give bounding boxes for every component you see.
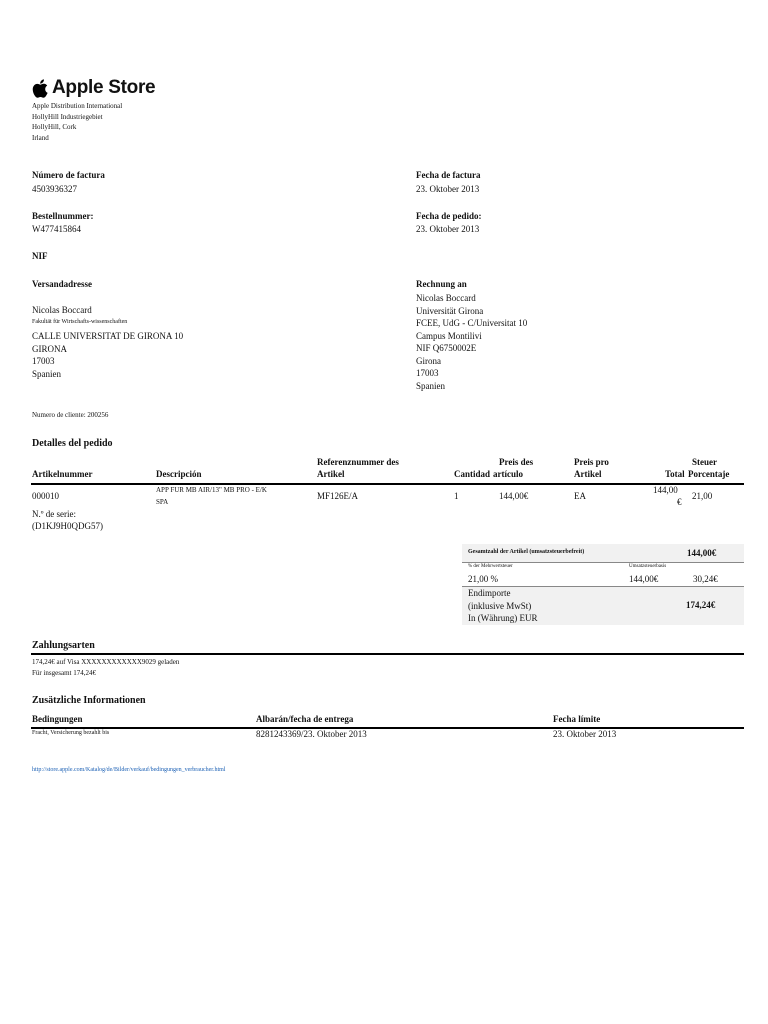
- terms-value: Fracht, Versicherung bezahlt bis: [32, 730, 110, 736]
- col-description: Descripción: [156, 469, 202, 479]
- row-total-1: 144,00: [653, 485, 678, 495]
- serial-number: (D1KJ9H0QDG57): [32, 521, 103, 531]
- col-total: Total: [665, 469, 685, 479]
- shipping-line: GIRONA: [32, 343, 67, 354]
- vat-header: % der Mehrwertsteuer: [468, 564, 513, 569]
- billing-address: [416, 292, 527, 392]
- vat-rate: 21,00 %: [468, 574, 498, 584]
- col-due-date: Fecha límite: [553, 714, 601, 724]
- payment-line: Für insgesamt 174,24€: [32, 669, 96, 677]
- row-unit: EA: [574, 491, 586, 501]
- due-date-value: 23. Oktober 2013: [553, 729, 617, 739]
- col-article-number: Artikelnummer: [32, 469, 93, 479]
- terms-link[interactable]: http://store.apple.com/Katalog/de/Bilder/verkauf/bedingungen_verbraucher.html: [32, 767, 226, 773]
- final-label-line: (inklusive MwSt): [468, 600, 532, 611]
- col-terms: Bedingungen: [32, 714, 83, 724]
- store-name: Apple Store: [52, 77, 156, 98]
- payment-rule: [31, 653, 744, 655]
- billing-label: Rechnung an: [416, 279, 467, 289]
- vat-amount: 30,24€: [693, 574, 718, 584]
- apple-logo-icon: [32, 79, 48, 98]
- shipping-line: CALLE UNIVERSITAT DE GIRONA 10: [32, 331, 184, 341]
- col-price-2: artículo: [493, 469, 523, 479]
- billing-line: Campus Montilivi: [416, 330, 482, 341]
- invoice-number: 4503936327: [32, 184, 77, 194]
- row-tax: 21,00: [692, 491, 713, 501]
- shipping-department: Fakultät für Wirtschafts-wissenschaften: [32, 319, 128, 325]
- seller-line: Irland: [32, 133, 49, 142]
- shipping-line: Spanien: [32, 368, 61, 379]
- vat-base-header: Umsatzsteuerbasis: [629, 564, 667, 569]
- invoice-number-label: Número de factura: [32, 170, 105, 180]
- order-date-label: Fecha de pedido:: [416, 211, 482, 221]
- totals-rule: [462, 562, 744, 563]
- subtotal-value: 144,00€: [687, 548, 717, 558]
- shipping-address: [32, 330, 183, 380]
- table-header-rule: [31, 483, 744, 485]
- row-quantity: 1: [454, 491, 459, 501]
- final-total: 174,24€: [686, 600, 716, 610]
- order-number-label: Bestellnummer:: [32, 211, 94, 221]
- final-label-line: Endimporte: [468, 588, 511, 598]
- payment-title: Zahlungsarten: [32, 640, 95, 651]
- row-article: 000010: [32, 491, 59, 501]
- row-reference: MF126E/A: [317, 491, 359, 501]
- final-label: [468, 587, 537, 625]
- col-quantity: Cantidad: [454, 469, 491, 479]
- order-number: W477415864: [32, 224, 81, 234]
- billing-line: Universität Girona: [416, 305, 484, 316]
- billing-line: 17003: [416, 368, 439, 378]
- nif-label: NIF: [32, 251, 48, 261]
- invoice-date-label: Fecha de factura: [416, 170, 481, 180]
- apple-store-logo: [32, 76, 155, 98]
- col-tax-1: Steuer: [692, 457, 717, 467]
- billing-line: FCEE, UdG - C/Universitat 10: [416, 318, 528, 328]
- final-label-line: In (Währung) EUR: [468, 613, 538, 623]
- shipping-line: 17003: [32, 356, 55, 366]
- order-details-title: Detalles del pedido: [32, 438, 113, 449]
- billing-line: Girona: [416, 355, 441, 366]
- order-date: 23. Oktober 2013: [416, 224, 480, 234]
- col-reference-1: Referenznummer des: [317, 457, 399, 467]
- col-unit-1: Preis pro: [574, 457, 609, 467]
- col-tax-2: Porcentaje: [688, 469, 730, 479]
- serial-label: N.º de serie:: [32, 509, 77, 519]
- vat-base: 144,00€: [629, 574, 659, 584]
- seller-line: HollyHill, Cork: [32, 123, 77, 131]
- row-price: 144,00€: [499, 491, 529, 501]
- additional-info-title: Zusätzliche Informationen: [32, 695, 146, 706]
- col-unit-2: Artikel: [574, 469, 602, 479]
- customer-number: Numero de cliente: 200256: [32, 411, 109, 419]
- billing-line: Nicolas Boccard: [416, 293, 476, 303]
- seller-line: HollyHill Industriegebiet: [32, 112, 103, 121]
- seller-line: Apple Distribution International: [32, 102, 123, 110]
- row-description-1: APP FUR MB AIR/13" MB PRO - E/K: [156, 486, 267, 494]
- subtotal-label: Gesamtzahl der Artikel (umsatzsteuerbefreit): [468, 549, 585, 555]
- col-reference-2: Artikel: [317, 469, 345, 479]
- shipping-label: Versandadresse: [32, 279, 93, 289]
- payment-line: 174,24€ auf Visa XXXXXXXXXXXX9029 geladen: [32, 658, 180, 666]
- col-price-1: Preis des: [499, 457, 534, 467]
- row-description-2: SPA: [156, 498, 169, 506]
- row-total-2: €: [677, 497, 682, 507]
- shipping-name: Nicolas Boccard: [32, 305, 92, 315]
- seller-address: [32, 100, 122, 144]
- col-delivery: Albarán/fecha de entrega: [256, 714, 354, 724]
- billing-line: NIF Q6750002E: [416, 343, 477, 353]
- delivery-value: 8281243369/23. Oktober 2013: [256, 729, 367, 739]
- invoice-date: 23. Oktober 2013: [416, 184, 480, 194]
- billing-line: Spanien: [416, 380, 445, 391]
- additional-rule: [31, 727, 744, 729]
